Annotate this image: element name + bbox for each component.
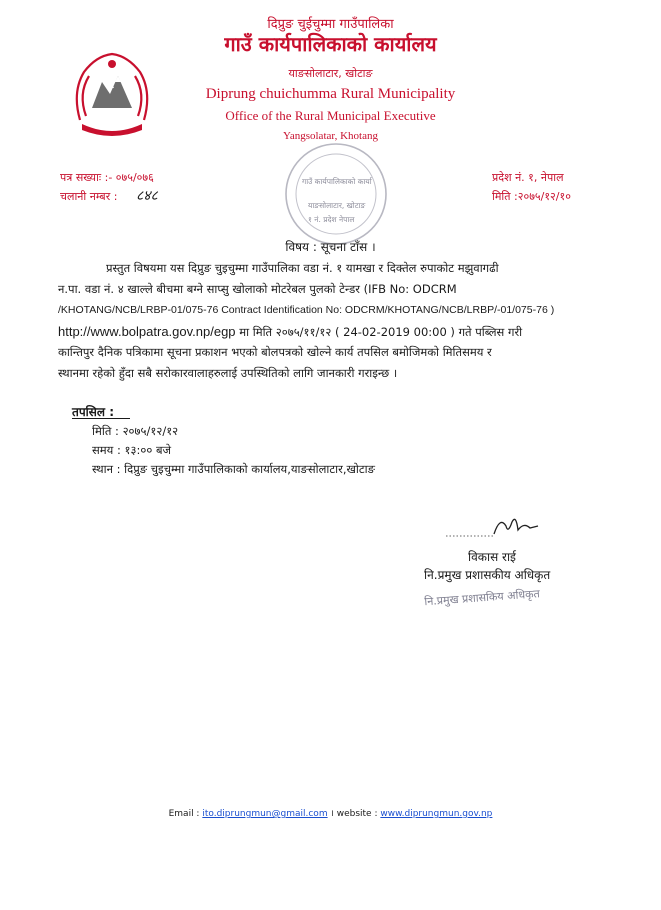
- letter-date: मिति :२०७५/१२/१०: [492, 190, 571, 203]
- body-line-2: न.पा. वडा नं. ४ खाल्ले बीचमा बग्ने साप्सु खोलाको मोटरेबल पुलको टेन्डर (IFB No: ODCRM: [58, 282, 457, 296]
- signer-name: विकास राई: [468, 550, 516, 564]
- website-link[interactable]: www.diprungmun.gov.np: [380, 809, 493, 819]
- designation-seal: [420, 578, 590, 608]
- schedule-date: मिति : २०७५/१२/१२: [92, 424, 179, 438]
- subject-line: विषय : सूचना टाँस ।: [285, 240, 376, 254]
- letter-number: पत्र सख्याः :- ०७५/०७६: [60, 171, 154, 184]
- bolpatra-link[interactable]: http://www.bolpatra.gov.np/egp: [58, 324, 236, 339]
- stamp-text-bottom: याङसोलाटार, खोटाङ: [308, 201, 366, 210]
- body-line-4: मा मिति २०७५/११/१२ ( 24-02-2019 00:00 ) गते पब्लिस गरी: [235, 325, 523, 339]
- office-title-nepali: गाउँ कार्यपालिकाको कार्यालय: [224, 32, 437, 56]
- body-line-3: /KHOTANG/NCB/LRBP-01/075-76 Contract Identification No: ODCRM/KHOTANG/NCB/LRBP/-01/075-76 ): [58, 304, 555, 316]
- footer-contact: [0, 806, 661, 819]
- handwritten-signature: [444, 512, 564, 540]
- email-label: Email :: [168, 809, 200, 819]
- dispatch-number-value: ८४८: [136, 188, 158, 204]
- signer-title: नि.प्रमुख प्रशासकीय अधिकृत: [424, 568, 551, 582]
- schedule-time: समय : १३:०० बजे: [92, 443, 172, 457]
- seal-text: नि.प्रमुख प्रशासकिय अधिकृत: [423, 587, 541, 608]
- office-title-english: Office of the Rural Municipal Executive: [225, 108, 436, 123]
- body-line-1: प्रस्तुत विषयमा यस दिप्रुङ चुइचुम्मा गाउँपालिका वडा नं. १ यामखा र दिक्तेल रुपाकोट मझुवागढी: [106, 261, 499, 275]
- footer-separator: । website :: [327, 809, 381, 819]
- email-link[interactable]: ito.diprungmun@gmail.com: [202, 809, 328, 819]
- office-stamp: [282, 140, 390, 248]
- stamp-text-top: गाउँ कार्यपालिकाको कार्या: [302, 177, 372, 186]
- body-line-6: स्थानमा रहेको हुँदा सबै सरोकारवालाहरुलाई उपस्थितिको लागि जानकारी गराइन्छ ।: [58, 366, 398, 380]
- address-english: Yangsolatar, Khotang: [283, 130, 378, 142]
- municipality-name-nepali: दिप्रुङ चुईचुम्मा गाउँपालिका: [267, 17, 394, 32]
- schedule-heading: तपसिल :: [72, 405, 114, 419]
- body-line-5: कान्तिपुर दैनिक पत्रिकामा सूचना प्रकाशन भएको बोलपत्रको खोल्ने कार्य तपसिल बमोजिमको मितिसमय र: [58, 345, 492, 359]
- stamp-text-province: १ नं. प्रदेश नेपाल: [308, 215, 355, 224]
- schedule-heading-underline: [72, 418, 130, 419]
- schedule-place: स्थान : दिप्रुङ चुइचुम्मा गाउँपालिकाको कार्यालय,याङसोलाटार,खोटाङ: [92, 462, 375, 476]
- province-label: प्रदेश नं. १, नेपाल: [492, 171, 564, 184]
- municipality-name-english: Diprung chuichumma Rural Municipality: [205, 86, 456, 102]
- dispatch-number-label: चलानी नम्बर :: [60, 190, 118, 203]
- address-nepali: याङसोलाटार, खोटाङ: [288, 67, 373, 80]
